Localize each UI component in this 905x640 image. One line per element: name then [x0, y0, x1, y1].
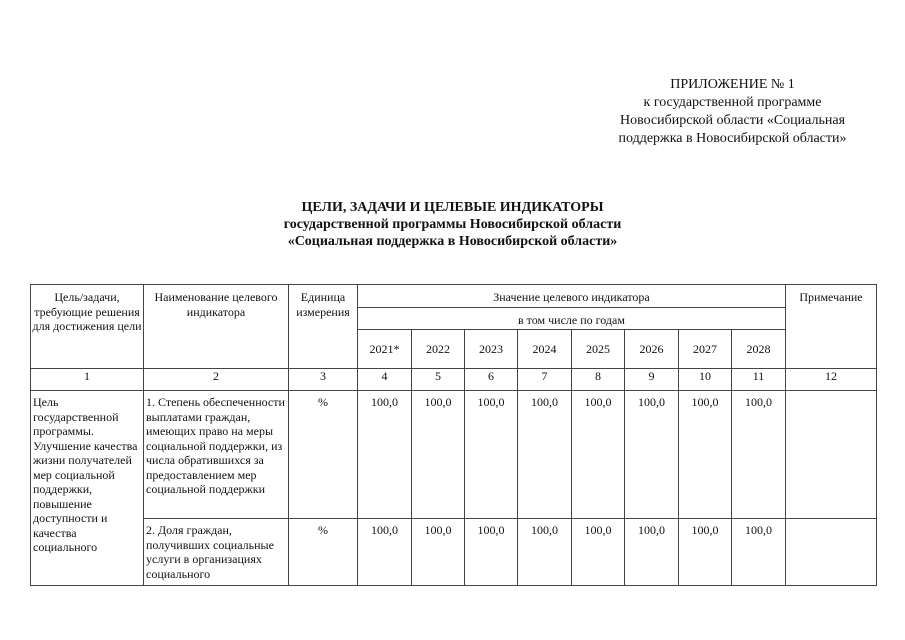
- column-number: 6: [465, 369, 518, 391]
- indicators-table: [30, 284, 877, 586]
- note-cell: [786, 519, 877, 586]
- column-number: 2: [144, 369, 289, 391]
- appendix-line-3: Новосибирской области «Социальная: [619, 113, 846, 128]
- column-number: 8: [572, 369, 625, 391]
- column-number: 9: [625, 369, 679, 391]
- year-cell: 2024: [518, 330, 572, 369]
- header-unit: Единица измерения: [289, 285, 358, 369]
- column-number: 4: [358, 369, 412, 391]
- year-cell: 2023: [465, 330, 518, 369]
- table-row: [31, 391, 877, 519]
- column-number: 11: [732, 369, 786, 391]
- document-title: [150, 199, 755, 250]
- indicator-name-cell: 2. Доля граждан, получивших социальные услуги в организациях социального: [144, 519, 289, 586]
- header-note: Примечание: [786, 285, 877, 369]
- value-cell: 100,0: [625, 391, 679, 519]
- header-goal: Цель/задачи, требующие решения для достижения цели: [31, 285, 144, 369]
- year-cell: 2028: [732, 330, 786, 369]
- value-cell: 100,0: [732, 391, 786, 519]
- indicator-name-cell: 1. Степень обеспеченности выплатами граждан, имеющих право на меры социальной поддержки, из числа обратившихся за предоставлением мер социальной поддержки: [144, 391, 289, 519]
- column-number: 1: [31, 369, 144, 391]
- value-cell: 100,0: [572, 519, 625, 586]
- appendix-line-4: поддержка в Новосибирской области»: [618, 131, 847, 146]
- unit-cell: %: [289, 391, 358, 519]
- header-by-years: в том числе по годам: [358, 308, 786, 330]
- unit-cell: %: [289, 519, 358, 586]
- appendix-line-1: ПРИЛОЖЕНИЕ № 1: [670, 77, 795, 92]
- value-cell: 100,0: [732, 519, 786, 586]
- note-cell: [786, 391, 877, 519]
- table-row: [31, 519, 877, 586]
- value-cell: 100,0: [679, 391, 732, 519]
- value-cell: 100,0: [465, 391, 518, 519]
- value-cell: 100,0: [679, 519, 732, 586]
- value-cell: 100,0: [358, 519, 412, 586]
- title-line-3: «Социальная поддержка в Новосибирской области»: [287, 234, 618, 249]
- value-cell: 100,0: [412, 519, 465, 586]
- value-cell: 100,0: [358, 391, 412, 519]
- appendix-block: [560, 76, 905, 148]
- header-value: Значение целевого индикатора: [358, 285, 786, 308]
- title-line-1: ЦЕЛИ, ЗАДАЧИ И ЦЕЛЕВЫЕ ИНДИКАТОРЫ: [301, 200, 604, 215]
- year-cell: 2026: [625, 330, 679, 369]
- year-cell: 2022: [412, 330, 465, 369]
- appendix-line-2: к государственной программе: [643, 95, 822, 110]
- column-number: 3: [289, 369, 358, 391]
- value-cell: 100,0: [518, 391, 572, 519]
- value-cell: 100,0: [412, 391, 465, 519]
- year-cell: 2027: [679, 330, 732, 369]
- column-number: 7: [518, 369, 572, 391]
- year-cell: 2021*: [358, 330, 412, 369]
- column-number: 12: [786, 369, 877, 391]
- header-indicator-name: Наименование целевого индикатора: [144, 285, 289, 369]
- value-cell: 100,0: [625, 519, 679, 586]
- title-line-2: государственной программы Новосибирской области: [283, 217, 622, 232]
- column-number: 10: [679, 369, 732, 391]
- column-number: 5: [412, 369, 465, 391]
- year-cell: 2025: [572, 330, 625, 369]
- value-cell: 100,0: [465, 519, 518, 586]
- value-cell: 100,0: [518, 519, 572, 586]
- goal-cell: Цель государственной программы. Улучшение качества жизни получателей мер социальной поддержки, повышение доступности и качества социального: [31, 391, 144, 586]
- value-cell: 100,0: [572, 391, 625, 519]
